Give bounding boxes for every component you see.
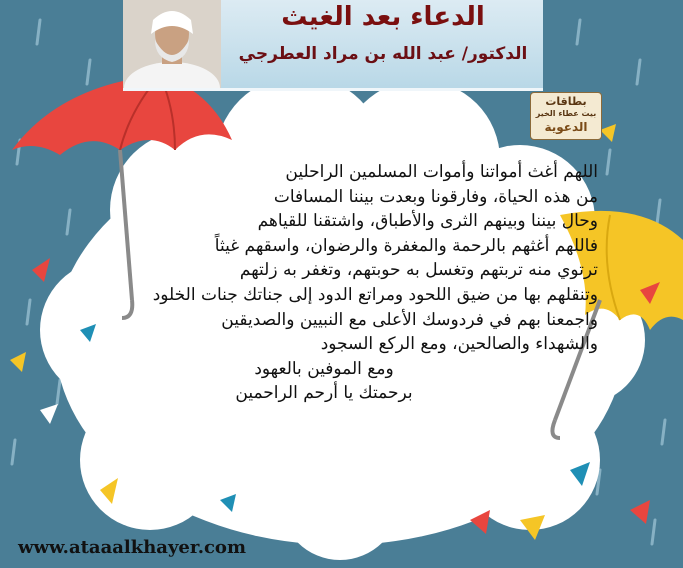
- prayer-line: والشهداء والصالحين، ومع الركع السجود: [320, 334, 598, 355]
- prayer-line: اللهم أغث أمواتنا وأموات المسلمين الراحلين: [285, 162, 598, 182]
- prayer-line: واجمعنا بهم في فردوسك الأعلى مع النبيين والصديقين: [221, 309, 598, 330]
- brand-logo: [530, 92, 602, 140]
- logo-line-3: الدعوية: [544, 120, 588, 134]
- logo-line-2: بيت عطاء الخير: [535, 109, 597, 118]
- author-photo: [123, 0, 221, 88]
- prayer-line: ترتوي منه تربتهم وتغسل به حوبتهم، وتغفر به زلتهم: [239, 260, 598, 281]
- author-name: الدكتور/ عبد الله بن مراد العطرجي: [238, 44, 528, 64]
- author-portrait: [123, 0, 221, 88]
- page-title: الدعاء بعد الغيث: [281, 2, 485, 32]
- prayer-line: برحمتك يا أرحم الراحمين: [235, 383, 413, 404]
- prayer-line: وحال بيننا وبينهم الثرى والأطباق، واشتقنا للقياهم: [257, 211, 598, 232]
- prayer-line: وتنقلهم بها من ضيق اللحود ومراتع الدود إلى جناتك جنات الخلود: [152, 284, 598, 305]
- prayer-line: ومع الموفين بالعهود: [254, 358, 394, 379]
- prayer-line: من هذه الحياة، وفارقونا وبعدت بيننا المسافات: [273, 186, 598, 207]
- website-link[interactable]: www.ataaalkhayer.com: [18, 537, 246, 558]
- prayer-line: فاللهم أغثهم بالرحمة والمغفرة والرضوان، واسقهم غيثاً: [214, 235, 598, 256]
- logo-line-1: بطاقات: [545, 95, 587, 108]
- prayer-text: [50, 160, 598, 406]
